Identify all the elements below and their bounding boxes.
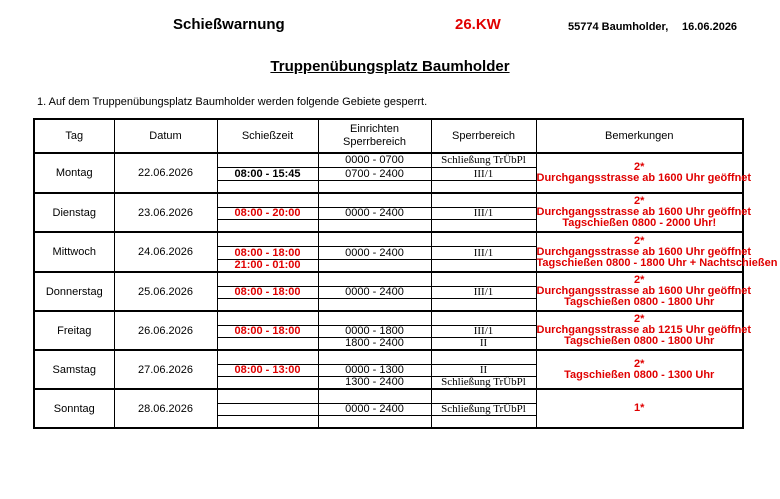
area-cell bbox=[431, 220, 536, 233]
remark-line: Tagschießen 0800 - 1800 Uhr bbox=[564, 296, 715, 308]
remark-line: Durchgangsstrasse ab 1600 Uhr geöffnet bbox=[536, 245, 752, 258]
table-row bbox=[34, 389, 743, 404]
area-cell: III/1 bbox=[431, 208, 536, 220]
area-cell: III/1 bbox=[431, 287, 536, 299]
area-cell bbox=[431, 232, 536, 247]
schedule-table bbox=[33, 118, 778, 429]
area-cell bbox=[431, 260, 536, 273]
date-cell: 23.06.2026 bbox=[114, 193, 217, 232]
remark-line: Tagschießen 0800 - 2000 Uhr! bbox=[562, 217, 717, 229]
area-cell: III/1 bbox=[431, 168, 536, 181]
area-cell bbox=[431, 272, 536, 287]
document-title: Schießwarnung bbox=[173, 16, 285, 33]
remark-line: Tagschießen 0800 - 1800 Uhr bbox=[564, 335, 715, 347]
remarks-cell bbox=[536, 272, 752, 311]
fire-time-cell bbox=[217, 272, 318, 287]
area-cell bbox=[431, 299, 536, 312]
day-cell: Montag bbox=[34, 153, 114, 193]
header-date: 16.06.2026 bbox=[682, 21, 738, 33]
date-cell: 26.06.2026 bbox=[114, 311, 217, 350]
fire-time-cell: 08:00 - 18:00 bbox=[217, 247, 318, 260]
area-cell: II bbox=[431, 365, 536, 377]
remark-line: Durchgangsstrasse ab 1215 Uhr geöffnet bbox=[536, 324, 752, 336]
table-row bbox=[34, 232, 743, 247]
area-cell: II bbox=[431, 338, 536, 351]
column-header-remarks: Bemerkungen bbox=[536, 119, 743, 153]
header-place: 55774 Baumholder, bbox=[568, 21, 669, 33]
setup-time-cell bbox=[318, 181, 431, 194]
remarks-cell bbox=[536, 389, 743, 428]
date-cell: 25.06.2026 bbox=[114, 272, 217, 311]
day-cell: Dienstag bbox=[34, 193, 114, 232]
setup-time-cell: 0000 - 0700 bbox=[318, 153, 431, 168]
fire-time-cell bbox=[217, 153, 318, 168]
fire-time-cell bbox=[217, 338, 318, 351]
remark-line: Durchgangsstrasse ab 1600 Uhr geöffnet bbox=[536, 206, 752, 218]
area-cell bbox=[431, 416, 536, 429]
day-cell: Sonntag bbox=[34, 389, 114, 428]
setup-time-cell: 0000 - 2400 bbox=[318, 287, 431, 299]
area-cell bbox=[431, 350, 536, 365]
day-cell: Samstag bbox=[34, 350, 114, 389]
remark-line: 2* bbox=[634, 357, 645, 370]
column-header-setup: Einrichten Sperrbereich bbox=[318, 119, 431, 153]
fire-time-cell bbox=[217, 404, 318, 416]
table-row bbox=[34, 311, 743, 326]
remarks-cell bbox=[536, 153, 752, 193]
setup-time-cell: 1800 - 2400 bbox=[318, 338, 431, 351]
fire-time-cell bbox=[217, 220, 318, 233]
setup-time-cell bbox=[318, 193, 431, 208]
calendar-week: 26.KW bbox=[455, 16, 501, 33]
remark-line: 2* bbox=[634, 313, 645, 325]
fire-time-cell: 08:00 - 20:00 bbox=[217, 208, 318, 220]
remark-line: Durchgangsstrasse ab 1600 Uhr geöffnet bbox=[536, 172, 752, 184]
fire-time-cell bbox=[217, 299, 318, 312]
setup-time-cell bbox=[318, 389, 431, 404]
column-header-area: Sperrbereich bbox=[431, 119, 536, 153]
fire-time-cell: 08:00 - 13:00 bbox=[217, 365, 318, 377]
setup-time-cell bbox=[318, 260, 431, 273]
area-cell bbox=[431, 311, 536, 326]
day-cell: Freitag bbox=[34, 311, 114, 350]
day-cell: Donnerstag bbox=[34, 272, 114, 311]
table-row bbox=[34, 193, 743, 208]
remarks-cell bbox=[536, 311, 752, 350]
remarks-cell bbox=[536, 350, 743, 389]
remark-line: Durchgangsstrasse ab 1600 Uhr geöffnet bbox=[536, 285, 752, 297]
fire-time-cell bbox=[217, 416, 318, 429]
remarks-cell bbox=[536, 193, 752, 232]
remark-line: 2* bbox=[634, 274, 645, 286]
table-header-row bbox=[34, 119, 743, 153]
setup-time-cell: 0000 - 2400 bbox=[318, 208, 431, 220]
schedule-body bbox=[34, 153, 778, 428]
fire-time-cell bbox=[217, 311, 318, 326]
fire-time-cell: 21:00 - 01:00 bbox=[217, 260, 318, 273]
setup-time-cell bbox=[318, 232, 431, 247]
setup-time-cell: 0000 - 2400 bbox=[318, 247, 431, 260]
area-cell bbox=[431, 181, 536, 194]
setup-time-cell: 1300 - 2400 bbox=[318, 377, 431, 390]
date-cell: 22.06.2026 bbox=[114, 153, 217, 193]
setup-time-cell: 0000 - 2400 bbox=[318, 404, 431, 416]
table-row bbox=[34, 272, 743, 287]
area-cell: Schließung TrÜbPl bbox=[431, 377, 536, 390]
subtitle-text: Truppenübungsplatz Baumholder bbox=[270, 58, 510, 75]
fire-time-cell bbox=[217, 181, 318, 194]
column-header-fire-time: Schießzeit bbox=[217, 119, 318, 153]
area-cell: III/1 bbox=[431, 326, 536, 338]
area-cell: III/1 bbox=[431, 247, 536, 260]
setup-time-cell: 0700 - 2400 bbox=[318, 168, 431, 181]
setup-time-cell: 0000 - 1800 bbox=[318, 326, 431, 338]
setup-time-cell bbox=[318, 416, 431, 429]
document-subtitle bbox=[0, 58, 780, 75]
fire-time-cell bbox=[217, 232, 318, 247]
area-cell bbox=[431, 193, 536, 208]
table-row bbox=[34, 350, 743, 365]
day-cell: Mittwoch bbox=[34, 232, 114, 272]
setup-time-cell bbox=[318, 272, 431, 287]
setup-time-cell: 0000 - 1300 bbox=[318, 365, 431, 377]
date-cell: 24.06.2026 bbox=[114, 232, 217, 272]
remark-line: 2* bbox=[634, 195, 645, 207]
column-header-day: Tag bbox=[34, 119, 114, 153]
setup-time-cell bbox=[318, 299, 431, 312]
remark-line: 1* bbox=[634, 402, 645, 414]
setup-time-cell bbox=[318, 350, 431, 365]
fire-time-cell: 08:00 - 15:45 bbox=[217, 168, 318, 181]
remark-line: 2* bbox=[634, 234, 645, 247]
fire-time-cell bbox=[217, 377, 318, 390]
setup-time-cell bbox=[318, 220, 431, 233]
area-cell: Schließung TrÜbPl bbox=[431, 404, 536, 416]
table-row bbox=[34, 153, 743, 168]
area-cell bbox=[431, 389, 536, 404]
remark-line: 2* bbox=[634, 161, 645, 173]
fire-time-cell: 08:00 - 18:00 bbox=[217, 287, 318, 299]
area-cell: Schließung TrÜbPl bbox=[431, 153, 536, 168]
remark-line: Tagschießen 0800 - 1300 Uhr bbox=[564, 368, 715, 381]
column-header-date: Datum bbox=[114, 119, 217, 153]
fire-time-cell: 08:00 - 18:00 bbox=[217, 326, 318, 338]
remarks-cell bbox=[536, 232, 778, 272]
setup-time-cell bbox=[318, 311, 431, 326]
fire-time-cell bbox=[217, 350, 318, 365]
intro-text: 1. Auf dem Truppenübungsplatz Baumholder werden folgende Gebiete gesperrt. bbox=[37, 96, 428, 108]
fire-time-cell bbox=[217, 389, 318, 404]
remark-line: Tagschießen 0800 - 1800 Uhr + Nachtschießen bbox=[536, 256, 778, 269]
fire-time-cell bbox=[217, 193, 318, 208]
date-cell: 28.06.2026 bbox=[114, 389, 217, 428]
date-cell: 27.06.2026 bbox=[114, 350, 217, 389]
